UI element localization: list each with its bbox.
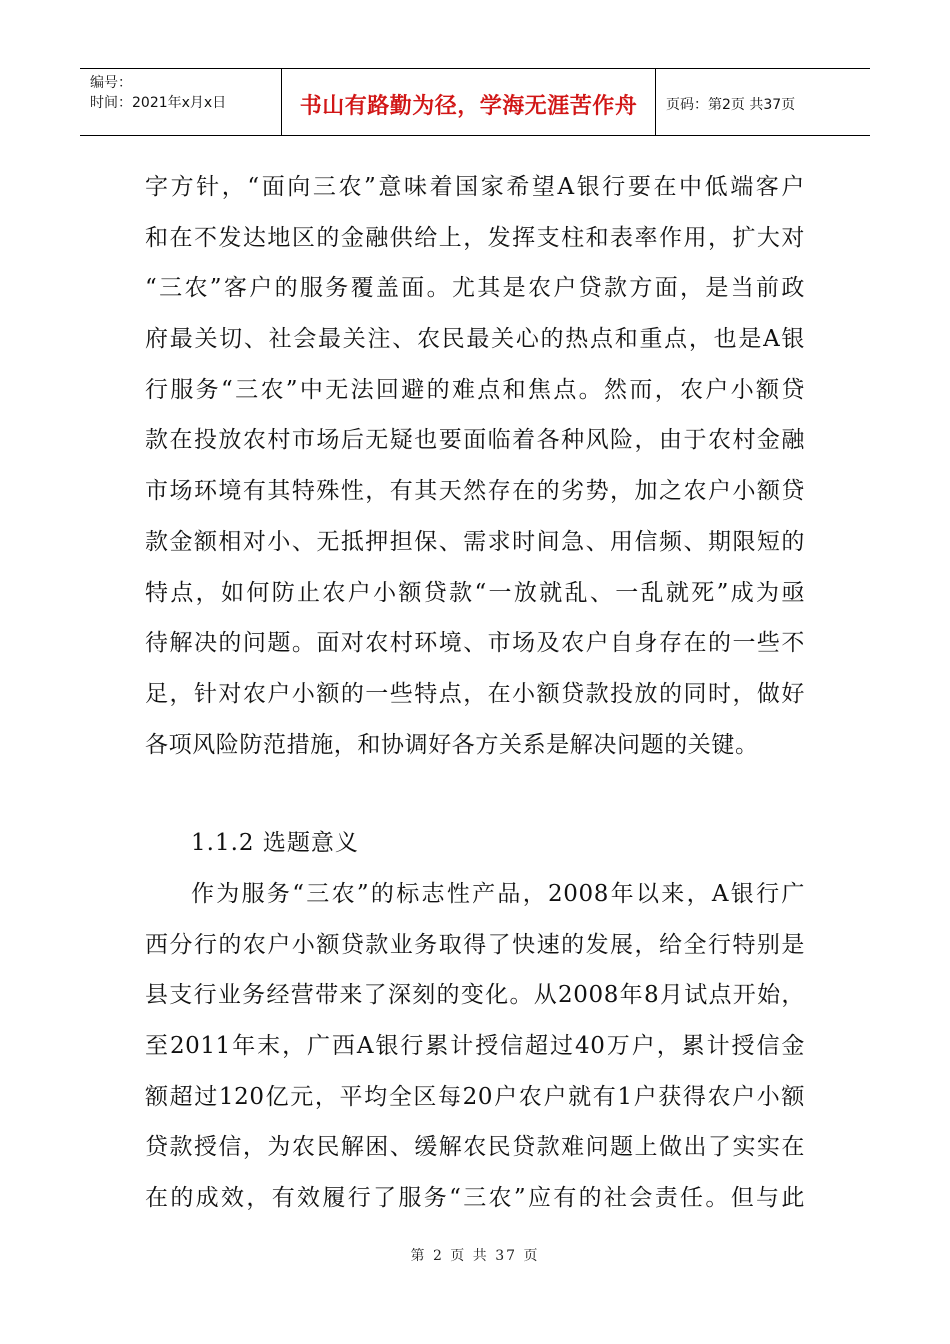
- document-number-label: 编号：: [90, 75, 132, 91]
- header-page-info: 页码：第2页 共37页: [666, 97, 796, 113]
- page-footer: 第 2 页 共 37 页: [410, 1248, 540, 1264]
- text-line: 市场环境有其特殊性，有其天然存在的劣势，加之农户小额贷: [145, 478, 805, 505]
- text-line: 西分行的农户小额贷款业务取得了快速的发展，给全行特别是: [145, 931, 805, 958]
- paragraph-continued: [145, 162, 805, 770]
- document-body: [145, 162, 805, 1224]
- text-line: 县支行业务经营带来了深刻的变化。从2008年8月试点开始，: [145, 982, 805, 1009]
- text-line: 至2011年末，广西A银行累计授信超过40万户，累计授信金: [145, 1033, 805, 1059]
- text-line: 足，针对农户小额的一些特点，在小额贷款投放的同时，做好: [145, 680, 805, 707]
- text-line: 在的成效，有效履行了服务“三农”应有的社会责任。但与此: [145, 1185, 805, 1212]
- text-line: 特点，如何防止农户小额贷款“一放就乱、一乱就死”成为亟: [145, 579, 805, 606]
- text-line: 款金额相对小、无抵押担保、需求时间急、用信频、期限短的: [145, 528, 805, 555]
- header-motto: 书山有路勤为径，学海无涯苦作舟: [282, 69, 656, 135]
- text-line: 行服务“三农”中无法回避的难点和焦点。然而，农户小额贷: [145, 376, 805, 403]
- text-line: 待解决的问题。面对农村环境、市场及农户自身存在的一些不: [145, 630, 805, 657]
- text-line: 额超过120亿元，平均全区每20户农户就有1户获得农户小额: [145, 1083, 805, 1110]
- document-date: 时间：2021年x月x日: [90, 95, 227, 111]
- page-header: [80, 68, 870, 136]
- text-line: 款在投放农村市场后无疑也要面临着各种风险，由于农村金融: [145, 427, 805, 454]
- text-line: 贷款授信，为农民解困、缓解农民贷款难问题上做出了实实在: [145, 1134, 805, 1161]
- text-line: 府最关切、社会最关注、农民最关心的热点和重点，也是A银: [145, 326, 805, 353]
- text-line: 各项风险防范措施，和协调好各方关系是解决问题的关键。: [145, 731, 759, 758]
- header-meta: [80, 69, 282, 135]
- text-line: “三农”客户的服务覆盖面。尤其是农户贷款方面，是当前政: [145, 275, 805, 302]
- paragraph-gap: [145, 770, 805, 818]
- text-line: 和在不发达地区的金融供给上，发挥支柱和表率作用，扩大对: [145, 224, 805, 251]
- paragraph-selection-significance: [145, 869, 805, 1224]
- text-line: 字方针，“面向三农”意味着国家希望A银行要在中低端客户: [145, 174, 805, 200]
- section-heading: 1.1.2 选题意义: [191, 830, 359, 857]
- text-line: 作为服务“三农”的标志性产品，2008年以来，A银行广: [191, 880, 805, 907]
